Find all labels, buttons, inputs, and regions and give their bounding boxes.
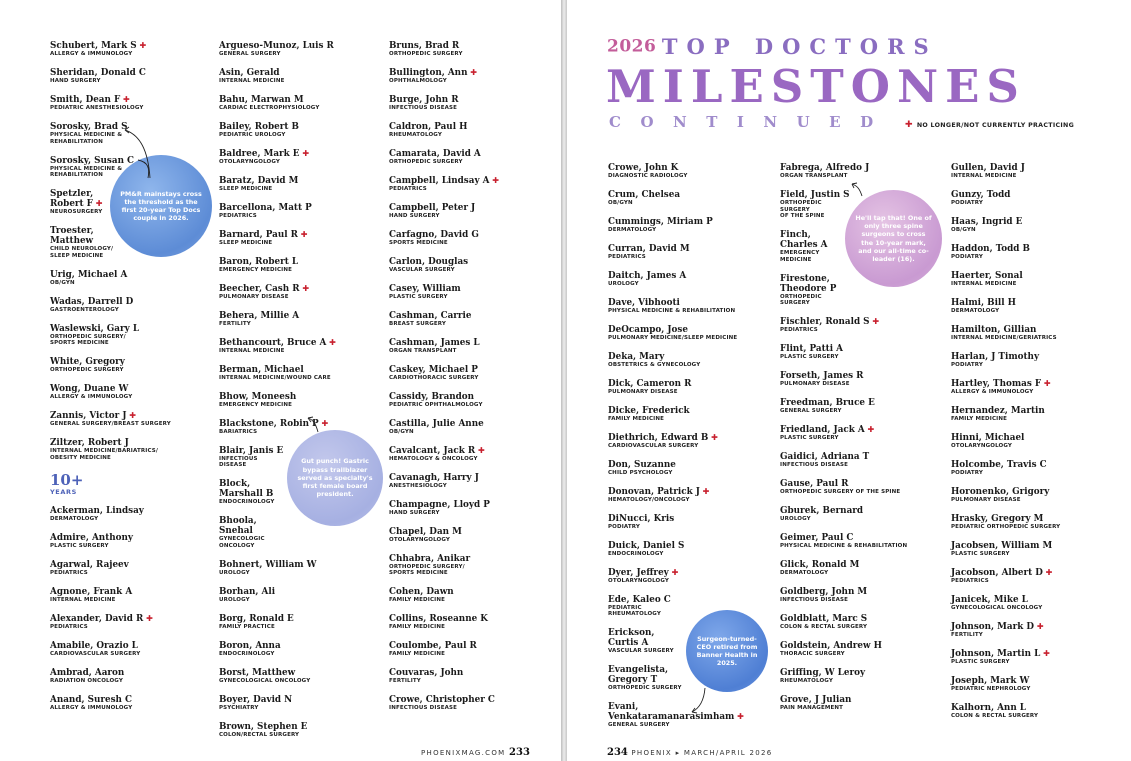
doctor-specialty: RADIATION ONCOLOGY xyxy=(50,677,123,684)
doctor-name: Brown, Stephen E xyxy=(219,721,308,732)
doctor-name: Gullen, David J xyxy=(951,163,1025,173)
doctor-specialty: PLASTIC SURGERY xyxy=(780,435,839,442)
doctor-specialty: ORTHOPEDIC SURGERY xyxy=(389,51,463,57)
doctor-specialty: PEDIATRICS xyxy=(389,185,427,192)
doctor-specialty: OTOLARYNGOLOGY xyxy=(389,536,451,543)
doctor-name: Bethancourt, Bruce A ✚ xyxy=(219,338,379,348)
doctor-specialty: PHYSICAL MEDICINE & REHABILITATION xyxy=(50,165,123,179)
doctor-name: Ambrad, Aaron xyxy=(50,667,125,678)
doctor-specialty: FAMILY MEDICINE xyxy=(389,597,445,604)
doctor-name: White, Gregory xyxy=(50,357,125,368)
doctor-name: Holcombe, Travis C xyxy=(951,459,1047,470)
doctor-name: Haddon, Todd B xyxy=(951,243,1030,254)
doctor-name: Campbell, Lindsay A ✚ xyxy=(389,176,549,186)
doctor-name: Behera, Millie A xyxy=(219,310,300,321)
doctor-specialty: GYNECOLOGICAL ONCOLOGY xyxy=(951,604,1043,611)
doctor-name: Diethrich, Edward B ✚ xyxy=(608,433,778,443)
doctor-specialty: COLON & RECTAL SURGERY xyxy=(951,712,1039,719)
doctor-specialty: GYNECOLOGIC ONCOLOGY xyxy=(219,536,265,549)
doctor-name: Carlon, Douglas xyxy=(389,256,469,267)
header-main-title: MILESTONES xyxy=(606,60,1026,113)
doctor-specialty: PEDIATRIC ANESTHESIOLOGY xyxy=(50,104,144,111)
doctor-specialty: SLEEP MEDICINE xyxy=(219,239,273,246)
doctor-name: Anand, Suresh C xyxy=(50,694,132,705)
doctor-specialty: CARDIOVASCULAR SURGERY xyxy=(50,650,141,657)
doctor-name: Sorosky, Susan C xyxy=(50,155,135,166)
doctor-specialty: INTERNAL MEDICINE/BARIATRICS/ OBESITY MEDICINE xyxy=(50,448,159,461)
doctor-specialty: INFECTIOUS DISEASE xyxy=(780,462,849,469)
doctor-name: Johnson, Mark D ✚ xyxy=(951,622,1121,632)
doctor-name: Hartley, Thomas F ✚ xyxy=(951,379,1121,389)
doctor-name: Barnard, Paul R ✚ xyxy=(219,230,379,240)
doctor-name: Firestone, Theodore P xyxy=(780,273,837,294)
doctor-name: Goldberg, John M xyxy=(780,587,868,598)
doctor-specialty: CARDIOVASCULAR SURGERY xyxy=(608,442,699,449)
doctor-specialty: ORTHOPEDIC SURGERY OF THE SPINE xyxy=(780,199,825,220)
doctor-name: Halmi, Bill H xyxy=(951,297,1016,308)
doctor-specialty: ALLERGY & IMMUNOLOGY xyxy=(50,51,133,57)
doctor-name: Cavalcant, Jack R ✚ xyxy=(389,446,549,456)
doctor-name: Flint, Patti A xyxy=(780,344,843,355)
doctor-specialty: PODIATRY xyxy=(951,361,984,368)
doctor-name: Caldron, Paul H xyxy=(389,121,468,132)
doctor-specialty: PULMONARY DISEASE xyxy=(608,388,678,395)
doctor-name: Agarwal, Rajeev xyxy=(50,559,129,570)
doctor-name: Borst, Matthew xyxy=(219,667,296,678)
doctor-specialty: OPHTHALMOLOGY xyxy=(389,77,447,84)
doctor-name: Cavanagh, Harry J xyxy=(389,472,479,483)
doctor-name: Dicke, Frederick xyxy=(608,405,690,416)
doctor-name: Kalhorn, Ann L xyxy=(951,702,1026,713)
doctor-name: Chhabra, Anikar xyxy=(389,553,471,564)
doctor-specialty: FAMILY MEDICINE xyxy=(389,651,445,658)
doctor-specialty: PHYSICAL MEDICINE & REHABILITATION xyxy=(608,307,736,314)
doctor-name: Blackstone, Robin P ✚ xyxy=(219,419,379,429)
doctor-name: Goldstein, Andrew H xyxy=(780,641,882,652)
doctor-name: Ziltzer, Robert J xyxy=(50,438,129,449)
doctor-specialty: PLASTIC SURGERY xyxy=(951,658,1010,665)
doctor-specialty: PEDIATRICS xyxy=(780,327,818,334)
doctor-specialty: COLON/RECTAL SURGERY xyxy=(219,731,300,738)
doctor-specialty: PEDIATRICS xyxy=(219,212,257,219)
doctor-name: Collins, Roseanne K xyxy=(389,614,488,625)
doctor-name: Haerter, Sonal xyxy=(951,270,1023,281)
doctor-specialty: BREAST SURGERY xyxy=(389,320,447,327)
doctor-name: Harlan, J Timothy xyxy=(951,351,1040,362)
doctor-specialty: DERMATOLOGY xyxy=(608,226,657,233)
doctor-specialty: PSYCHIATRY xyxy=(219,704,259,711)
doctor-specialty: INTERNAL MEDICINE xyxy=(219,77,285,84)
doctor-specialty: FERTILITY xyxy=(951,631,983,638)
doctor-name: Boron, Anna xyxy=(219,640,281,651)
doctor-specialty: INTERNAL MEDICINE/GERIATRICS xyxy=(951,334,1057,341)
doctor-name: Couvaras, John xyxy=(389,668,464,679)
doctor-specialty: VASCULAR SURGERY xyxy=(389,266,455,273)
doctor-specialty: INTERNAL MEDICINE xyxy=(951,173,1017,179)
doctor-name: Cummings, Miriam P xyxy=(608,216,713,227)
doctor-name: Dave, Vibhooti xyxy=(608,297,680,308)
doctor-specialty: VASCULAR SURGERY xyxy=(608,648,674,655)
doctor-name: Block, Marshall B xyxy=(219,479,274,500)
doctor-specialty: PLASTIC SURGERY xyxy=(50,542,109,549)
doctor-name: Haas, Ingrid E xyxy=(951,216,1023,227)
doctor-name: Forseth, James R xyxy=(780,371,864,382)
doctor-name: Bahu, Marwan M xyxy=(219,94,304,105)
doctor-specialty: PEDIATRIC OPHTHALMOLOGY xyxy=(389,401,483,408)
doctor-name: Jacobsen, William M xyxy=(951,540,1053,551)
doctor-name: Wong, Duane W xyxy=(50,384,129,395)
doctor-name: Geimer, Paul C xyxy=(780,533,854,544)
doctor-specialty: RHEUMATOLOGY xyxy=(389,131,442,138)
doctor-name: Sheridan, Donald C xyxy=(50,67,146,78)
doctor-name: Janicek, Mike L xyxy=(951,594,1028,605)
doctor-specialty: HAND SURGERY xyxy=(389,509,440,516)
doctor-specialty: OBSTETRICS & GYNECOLOGY xyxy=(608,361,701,368)
doctor-specialty: INTERNAL MEDICINE xyxy=(50,596,116,603)
doctor-specialty: PLASTIC SURGERY xyxy=(389,293,448,300)
doctor-name: Bullington, Ann ✚ xyxy=(389,68,549,78)
doctor-name: Freedman, Bruce E xyxy=(780,398,875,409)
doctor-specialty: ORTHOPEDIC SURGERY xyxy=(50,367,124,374)
doctor-specialty: PHYSICAL MEDICINE & REHABILITATION xyxy=(780,543,908,550)
doctor-specialty: FERTILITY xyxy=(389,678,421,685)
doctor-name: Admire, Anthony xyxy=(50,532,134,543)
doctor-specialty: PHYSICAL MEDICINE & REHABILITATION xyxy=(50,131,123,145)
doctor-specialty: PEDIATRIC RHEUMATOLOGY xyxy=(608,604,661,618)
doctor-name: Chapel, Dan M xyxy=(389,526,462,537)
doctor-specialty: FAMILY PRACTICE xyxy=(219,623,275,630)
doctor-name: DeOcampo, Jose xyxy=(608,324,688,335)
doctor-specialty: EMERGENCY MEDICINE xyxy=(219,266,293,273)
doctor-specialty: OB/GYN xyxy=(50,279,75,286)
doctor-specialty: INFECTIOUS DISEASE xyxy=(389,104,458,111)
doctor-name: Jacobson, Albert D ✚ xyxy=(951,568,1121,578)
doctor-name: Evani, Venkataramanarasimham ✚ xyxy=(608,702,778,722)
doctor-name: Bruns, Brad R xyxy=(389,41,460,51)
doctor-specialty: BARIATRICS xyxy=(219,428,258,435)
doctor-specialty: ALLERGY & IMMUNOLOGY xyxy=(50,394,133,401)
doctor-specialty: HAND SURGERY xyxy=(389,212,440,219)
doctor-name: Schubert, Mark S ✚ xyxy=(50,41,210,51)
doctor-specialty: PLASTIC SURGERY xyxy=(780,354,839,361)
doctor-specialty: CHILD PSYCHOLOGY xyxy=(608,469,673,476)
doctor-specialty: PULMONARY DISEASE xyxy=(951,496,1021,503)
header-subtitle: CONTINUED xyxy=(609,113,893,131)
doctor-name: Cohen, Dawn xyxy=(389,587,454,598)
doctor-specialty: HEMATOLOGY & ONCOLOGY xyxy=(389,455,478,462)
callout-bubble-evani: Surgeon-turned-CEO retired from Banner Health in 2025. xyxy=(686,610,768,692)
doctor-name: Barcellona, Matt P xyxy=(219,202,312,213)
doctor-specialty: FERTILITY xyxy=(219,320,251,327)
doctor-name: Don, Suzanne xyxy=(608,459,676,470)
doctor-name: Coulombe, Paul R xyxy=(389,641,477,652)
doctor-specialty: INFECTIOUS DISEASE xyxy=(780,597,849,604)
doctor-name: Carfagno, David G xyxy=(389,229,479,240)
doctor-specialty: OB/GYN xyxy=(608,199,633,206)
doctor-specialty: PODIATRY xyxy=(951,253,984,260)
doctor-specialty: ENDOCRINOLOGY xyxy=(608,550,664,557)
doctor-specialty: OTOLARYNGOLOGY xyxy=(608,577,670,584)
doctor-name: Hinni, Michael xyxy=(951,432,1025,443)
doctor-specialty: ALLERGY & IMMUNOLOGY xyxy=(50,704,133,711)
folio-issue: MARCH/APRIL 2026 xyxy=(683,749,773,757)
doctor-specialty: ORTHOPEDIC SURGERY xyxy=(608,685,682,692)
doctor-specialty: RHEUMATOLOGY xyxy=(780,678,833,685)
doctor-name: Bhow, Moneesh xyxy=(219,391,297,402)
doctor-name: Crowe, Christopher C xyxy=(389,695,495,706)
doctor-specialty: DERMATOLOGY xyxy=(780,570,829,577)
doctor-specialty: CHILD NEUROLOGY/ SLEEP MEDICINE xyxy=(50,246,114,259)
doctor-specialty: INTERNAL MEDICINE xyxy=(219,347,285,354)
doctor-name: Erickson, Curtis A xyxy=(608,628,655,649)
doctor-name: Evangelista, Gregory T xyxy=(608,665,669,686)
doctor-name: Grove, J Julian xyxy=(780,695,852,706)
doctor-name: Beecher, Cash R ✚ xyxy=(219,284,379,294)
doctor-name: Argueso-Munoz, Luis R xyxy=(219,41,334,51)
doctor-name: Alexander, David R ✚ xyxy=(50,614,210,624)
doctor-specialty: OB/GYN xyxy=(389,428,414,435)
doctor-name: Bailey, Robert B xyxy=(219,121,299,132)
doctor-name: Joseph, Mark W xyxy=(951,675,1030,686)
doctor-name: Campbell, Peter J xyxy=(389,202,476,213)
doctor-specialty: ORTHOPEDIC SURGERY xyxy=(389,158,463,165)
doctor-specialty: PODIATRY xyxy=(951,469,984,476)
doctor-specialty: DIAGNOSTIC RADIOLOGY xyxy=(608,173,688,179)
doctor-specialty: OTOLARYNGOLOGY xyxy=(951,442,1013,449)
doctor-name: Asin, Gerald xyxy=(219,67,280,78)
doctor-name: Champagne, Lloyd P xyxy=(389,499,490,510)
doctor-name: Baron, Robert L xyxy=(219,256,299,267)
doctor-name: Spetzler, Robert F ✚ xyxy=(50,189,210,209)
doctor-name: Blair, Janis E xyxy=(219,445,284,456)
doctor-specialty: PODIATRY xyxy=(951,199,984,206)
callout-bubble-sorosky: PM&R mainstays cross the threshold as the first 20-year Top Docs couple in 2026. xyxy=(110,155,212,257)
doctor-specialty: COLON & RECTAL SURGERY xyxy=(780,624,868,631)
doctor-name: Gaidici, Adriana T xyxy=(780,452,870,463)
doctor-name: Cashman, Carrie xyxy=(389,310,472,321)
doctor-specialty: GENERAL SURGERY xyxy=(608,722,670,729)
doctor-specialty: NEUROSURGERY xyxy=(50,209,103,216)
header-title: TOP DOCTORS xyxy=(661,34,938,59)
doctor-name: Bhoola, Snehal xyxy=(219,516,257,537)
doctor-name: Dyer, Jeffrey ✚ xyxy=(608,568,778,578)
doctor-name: Donovan, Patrick J ✚ xyxy=(608,487,778,497)
doctor-specialty: UROLOGY xyxy=(219,596,250,603)
doctor-name: Burge, John R xyxy=(389,94,459,105)
doctor-specialty: UROLOGY xyxy=(780,516,811,523)
doctor-name: Cashman, James L xyxy=(389,337,480,348)
folio-page-number: 233 xyxy=(509,747,530,758)
doctor-name: Camarata, David A xyxy=(389,148,481,159)
doctor-name: Smith, Dean F ✚ xyxy=(50,95,210,105)
doctor-specialty: ALLERGY & IMMUNOLOGY xyxy=(951,388,1034,395)
doctor-name: Fabrega, Alfredo J xyxy=(780,163,870,173)
doctor-name: Casey, William xyxy=(389,283,461,294)
doctor-specialty: ORGAN TRANSPLANT xyxy=(780,173,848,179)
doctor-specialty: PAIN MANAGEMENT xyxy=(780,705,844,712)
ten-plus-number: 10+ xyxy=(50,470,84,489)
doctor-specialty: FAMILY MEDICINE xyxy=(389,624,445,631)
doctor-name: Hamilton, Gillian xyxy=(951,324,1037,335)
doctor-name: Troester, Matthew xyxy=(50,226,94,247)
folio-separator-icon: ▸ xyxy=(675,749,681,757)
doctor-name: Field, Justin S xyxy=(780,189,850,200)
doctor-specialty: EMERGENCY MEDICINE xyxy=(219,401,293,408)
doctor-name: Daitch, James A xyxy=(608,270,687,281)
doctor-specialty: UROLOGY xyxy=(219,569,250,576)
doctor-specialty: HEMATOLOGY/ONCOLOGY xyxy=(608,496,690,503)
doctor-name: Zannis, Victor J ✚ xyxy=(50,411,210,421)
doctor-name: Hernandez, Martin xyxy=(951,405,1045,416)
doctor-specialty: ORTHOPEDIC SURGERY xyxy=(780,293,822,307)
doctor-name: Friedland, Jack A ✚ xyxy=(780,425,950,435)
folio-magazine: PHOENIX xyxy=(631,749,673,757)
doctor-name: Griffing, W Leroy xyxy=(780,668,866,679)
doctor-name: Crowe, John K xyxy=(608,163,679,173)
doctor-name: Bohnert, William W xyxy=(219,559,317,570)
doctor-name: Ackerman, Lindsay xyxy=(50,505,144,516)
doctor-specialty: UROLOGY xyxy=(608,280,639,287)
doctor-specialty: GENERAL SURGERY/BREAST SURGERY xyxy=(50,421,171,428)
doctor-specialty: HAND SURGERY xyxy=(50,77,101,84)
doctor-specialty: ENDOCRINOLOGY xyxy=(219,499,275,506)
doctor-specialty: SPORTS MEDICINE xyxy=(389,239,448,246)
doctor-specialty: ORTHOPEDIC SURGERY OF THE SPINE xyxy=(780,489,901,496)
callout-bubble-field: He'll tap that! One of only three spine surgeons to cross the 10-year mark, and our all-time co-leader (16). xyxy=(845,190,942,287)
doctor-specialty: DERMATOLOGY xyxy=(50,515,99,522)
doctor-specialty: FAMILY MEDICINE xyxy=(608,415,664,422)
doctor-specialty: INTERNAL MEDICINE xyxy=(951,280,1017,287)
doctor-name: Borg, Ronald E xyxy=(219,613,294,624)
doctor-specialty: PODIATRY xyxy=(608,523,641,530)
doctor-specialty: DERMATOLOGY xyxy=(951,307,1000,314)
header-year: 2026 xyxy=(607,36,657,57)
doctor-name: Dick, Cameron R xyxy=(608,378,692,389)
doctor-specialty: PULMONARY DISEASE xyxy=(780,381,850,388)
doctor-specialty: GYNECOLOGICAL ONCOLOGY xyxy=(219,677,311,684)
doctor-specialty: OTOLARYNGOLOGY xyxy=(219,158,281,165)
doctor-specialty: GASTROENTEROLOGY xyxy=(50,306,119,313)
doctor-name: Hrasky, Gregory M xyxy=(951,513,1044,524)
doctor-name: Wadas, Darrell D xyxy=(50,296,134,307)
doctor-specialty: ENDOCRINOLOGY xyxy=(219,650,275,657)
doctor-name: Sorosky, Brad S xyxy=(50,121,128,132)
doctor-specialty: CARDIAC ELECTROPHYSIOLOGY xyxy=(219,104,320,111)
doctor-specialty: FAMILY MEDICINE xyxy=(951,415,1007,422)
doctor-name: Curran, David M xyxy=(608,243,690,254)
doctor-specialty: PEDIATRIC ORTHOPEDIC SURGERY xyxy=(951,523,1061,530)
doctor-name: Crum, Chelsea xyxy=(608,189,681,200)
doctor-specialty: PULMONARY MEDICINE/SLEEP MEDICINE xyxy=(608,334,738,341)
doctor-specialty: INTERNAL MEDICINE/WOUND CARE xyxy=(219,374,331,381)
doctor-specialty: PEDIATRIC UROLOGY xyxy=(219,131,286,138)
doctor-specialty: THORACIC SURGERY xyxy=(780,651,845,658)
doctor-name: Deka, Mary xyxy=(608,351,665,362)
legend-label: NO LONGER/NOT CURRENTLY PRACTICING xyxy=(916,122,1075,129)
red-cross-icon: ✚ xyxy=(905,120,913,130)
doctor-specialty: SLEEP MEDICINE xyxy=(219,185,273,192)
doctor-specialty: OB/GYN xyxy=(951,226,976,233)
doctor-specialty: ANESTHESIOLOGY xyxy=(389,482,447,489)
doctor-name: Caskey, Michael P xyxy=(389,364,478,375)
doctor-name: Baldree, Mark E ✚ xyxy=(219,149,379,159)
folio-page-number: 234 xyxy=(607,747,628,758)
doctor-name: Finch, Charles A xyxy=(780,230,828,251)
doctor-specialty: EMERGENCY MEDICINE xyxy=(780,250,820,263)
doctor-specialty: CARDIOTHORACIC SURGERY xyxy=(389,374,479,381)
doctor-name: Urig, Michael A xyxy=(50,269,128,280)
doctor-name: Fischler, Ronald S ✚ xyxy=(780,317,950,327)
doctor-specialty: GENERAL SURGERY xyxy=(219,51,281,57)
doctor-specialty: ORTHOPEDIC SURGERY/ SPORTS MEDICINE xyxy=(50,333,126,347)
doctor-name: Gunzy, Todd xyxy=(951,189,1011,200)
doctor-name: Gause, Paul R xyxy=(780,479,849,490)
callout-bubble-blackstone: Gut punch! Gastric bypass trailblazer served as specialty's first female board president. xyxy=(287,430,383,526)
doctor-name: Duick, Daniel S xyxy=(608,540,685,551)
doctor-name: Amabile, Orazio L xyxy=(50,640,138,651)
folio-site: PHOENIXMAG.COM xyxy=(421,749,506,757)
doctor-name: Boyer, David N xyxy=(219,694,293,705)
doctor-specialty: PULMONARY DISEASE xyxy=(219,293,289,300)
doctor-specialty: PEDIATRICS xyxy=(951,577,989,584)
doctor-name: Borhan, Ali xyxy=(219,586,276,597)
doctor-name: Ede, Kaleo C xyxy=(608,594,671,605)
doctor-name: Berman, Michael xyxy=(219,364,304,375)
doctor-specialty: ORTHOPEDIC SURGERY/ SPORTS MEDICINE xyxy=(389,563,465,577)
doctor-name: Johnson, Martin L ✚ xyxy=(951,649,1121,659)
doctor-name: Goldblatt, Marc S xyxy=(780,614,868,625)
doctor-name: Waslewski, Gary L xyxy=(50,323,139,334)
doctor-name: Gburek, Bernard xyxy=(780,506,864,517)
doctor-name: Castilla, Julie Anne xyxy=(389,418,484,429)
doctor-name: Baratz, David M xyxy=(219,175,299,186)
doctor-specialty: PLASTIC SURGERY xyxy=(951,550,1010,557)
doctor-specialty: PEDIATRICS xyxy=(50,623,88,630)
doctor-specialty: INFECTIOUS DISEASE xyxy=(389,705,458,712)
ten-plus-label: YEARS xyxy=(50,487,77,496)
doctor-specialty: INFECTIOUS DISEASE xyxy=(219,455,258,469)
doctor-name: Cassidy, Brandon xyxy=(389,391,475,402)
doctor-name: Glick, Ronald M xyxy=(780,560,860,571)
doctor-name: Agnone, Frank A xyxy=(50,586,133,597)
doctor-specialty: PEDIATRICS xyxy=(50,569,88,576)
doctor-specialty: PEDIATRICS xyxy=(608,253,646,260)
doctor-name: DiNucci, Kris xyxy=(608,513,675,524)
doctor-specialty: GENERAL SURGERY xyxy=(780,408,842,415)
doctor-specialty: ORGAN TRANSPLANT xyxy=(389,347,457,354)
doctor-name: Horonenko, Grigory xyxy=(951,486,1050,497)
doctor-specialty: PEDIATRIC NEPHROLOGY xyxy=(951,685,1031,692)
